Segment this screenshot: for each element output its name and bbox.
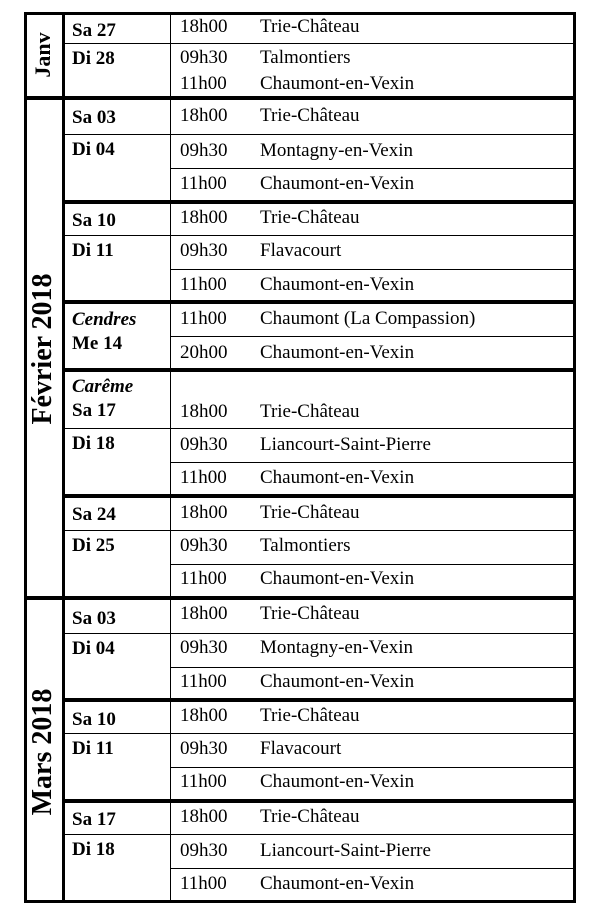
day-label: Di 11 (72, 240, 114, 261)
service-place: Talmontiers (260, 535, 351, 556)
row-separator (170, 428, 576, 429)
day-label: Sa 10 (72, 709, 116, 730)
service-time: 09h30 (180, 738, 228, 759)
service-place: Trie-Château (260, 705, 360, 726)
service-time: 09h30 (180, 535, 228, 556)
service-place: Trie-Château (260, 603, 360, 624)
service-time: 18h00 (180, 705, 228, 726)
day-label: Di 04 (72, 139, 115, 160)
service-place: Flavacourt (260, 240, 342, 261)
day-label: Di 28 (72, 48, 115, 69)
week-separator (63, 300, 576, 304)
service-time: 11h00 (180, 771, 227, 792)
service-place: Liancourt-Saint-Pierre (260, 434, 431, 455)
day-label: Sa 03 (72, 107, 116, 128)
month-label: Février 2018 (27, 273, 58, 425)
day-label: Sa 17 (72, 400, 116, 421)
day-separator (63, 530, 170, 531)
service-place: Trie-Château (260, 207, 360, 228)
row-separator (170, 43, 576, 44)
service-place: Chaumont-en-Vexin (260, 173, 415, 194)
week-separator (63, 698, 576, 702)
row-separator (170, 336, 576, 337)
service-time: 18h00 (180, 207, 228, 228)
day-label: Di 11 (72, 738, 114, 759)
row-separator (170, 564, 576, 565)
service-time: 18h00 (180, 401, 228, 422)
service-time: 11h00 (180, 274, 227, 295)
day-separator (63, 428, 170, 429)
service-time: 09h30 (180, 140, 228, 161)
service-place: Liancourt-Saint-Pierre (260, 840, 431, 861)
month-label: Janv (30, 32, 55, 78)
row-separator (170, 168, 576, 169)
row-separator (170, 834, 576, 835)
week-separator (63, 368, 576, 372)
row-separator (170, 235, 576, 236)
service-time: 09h30 (180, 240, 228, 261)
day-label: Sa 17 (72, 809, 116, 830)
row-separator (170, 134, 576, 135)
month-label: Mars 2018 (27, 688, 58, 815)
day-note: Carême (72, 376, 134, 397)
service-time: 11h00 (180, 73, 227, 94)
service-place: Chaumont-en-Vexin (260, 771, 415, 792)
row-separator (170, 269, 576, 270)
service-time: 20h00 (180, 342, 228, 363)
day-label: Sa 10 (72, 210, 116, 231)
row-separator (170, 462, 576, 463)
service-place: Montagny-en-Vexin (260, 140, 414, 161)
week-separator (24, 596, 576, 600)
service-place: Trie-Château (260, 401, 360, 422)
day-label: Sa 27 (72, 20, 116, 41)
service-time: 09h30 (180, 47, 228, 68)
day-label: Di 04 (72, 638, 115, 659)
day-separator (63, 733, 170, 734)
day-label: Me 14 (72, 333, 123, 354)
service-place: Trie-Château (260, 806, 360, 827)
day-separator (63, 235, 170, 236)
service-place: Chaumont-en-Vexin (260, 73, 415, 94)
service-time: 11h00 (180, 173, 227, 194)
row-separator (170, 530, 576, 531)
service-time: 11h00 (180, 568, 227, 589)
service-time: 18h00 (180, 806, 228, 827)
service-place: Trie-Château (260, 16, 360, 37)
service-time: 11h00 (180, 467, 227, 488)
week-separator (63, 200, 576, 204)
service-place: Chaumont-en-Vexin (260, 873, 415, 894)
service-place: Trie-Château (260, 502, 360, 523)
day-separator (63, 134, 170, 135)
service-time: 09h30 (180, 840, 228, 861)
service-time: 11h00 (180, 671, 227, 692)
service-place: Talmontiers (260, 47, 351, 68)
day-separator (63, 43, 170, 44)
day-label: Sa 03 (72, 608, 116, 629)
week-separator (63, 494, 576, 498)
service-time: 18h00 (180, 16, 228, 37)
service-time: 18h00 (180, 502, 228, 523)
day-note: Cendres (72, 309, 137, 330)
row-separator (170, 767, 576, 768)
service-time: 18h00 (180, 603, 228, 624)
row-separator (170, 868, 576, 869)
day-column-divider (170, 12, 171, 903)
service-place: Trie-Château (260, 105, 360, 126)
day-separator (63, 834, 170, 835)
service-place: Chaumont-en-Vexin (260, 568, 415, 589)
day-separator (63, 633, 170, 634)
service-time: 11h00 (180, 308, 227, 329)
row-separator (170, 733, 576, 734)
service-place: Chaumont-en-Vexin (260, 274, 415, 295)
week-separator (24, 96, 576, 100)
row-separator (170, 667, 576, 668)
service-time: 11h00 (180, 873, 227, 894)
service-place: Chaumont (La Compassion) (260, 308, 476, 329)
service-time: 18h00 (180, 105, 228, 126)
day-label: Di 25 (72, 535, 115, 556)
service-place: Chaumont-en-Vexin (260, 342, 415, 363)
service-place: Montagny-en-Vexin (260, 637, 414, 658)
day-label: Di 18 (72, 839, 115, 860)
week-separator (63, 799, 576, 803)
service-place: Flavacourt (260, 738, 342, 759)
day-label: Di 18 (72, 433, 115, 454)
service-time: 09h30 (180, 637, 228, 658)
service-place: Chaumont-en-Vexin (260, 467, 415, 488)
service-place: Chaumont-en-Vexin (260, 671, 415, 692)
day-label: Sa 24 (72, 504, 116, 525)
service-time: 09h30 (180, 434, 228, 455)
row-separator (170, 633, 576, 634)
month-column-divider (62, 12, 65, 903)
